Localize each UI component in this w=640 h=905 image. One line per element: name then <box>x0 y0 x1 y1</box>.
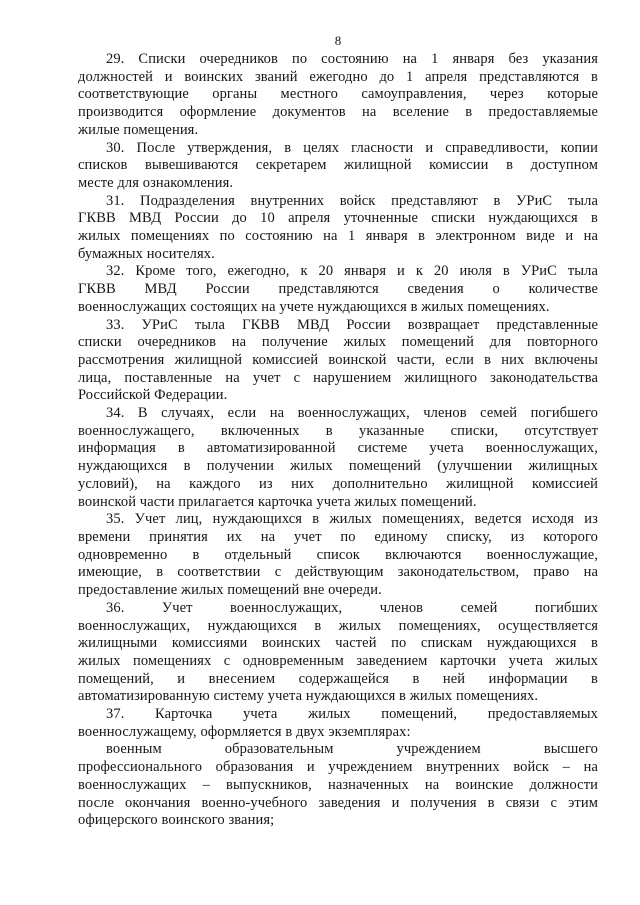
text-line: 31. Подразделения внутренних войск представляют в УРиС тыла <box>106 192 598 209</box>
text-line: 30. После утверждения, в целях гласности и справедливости, копии <box>106 139 598 156</box>
paragraph <box>78 263 598 316</box>
text-line: условий), на каждого из них дополнительно жилищной комиссией <box>78 475 598 492</box>
text-line: жилых помещениях по состоянию на 1 января в электронном виде и на <box>78 228 598 245</box>
paragraph <box>78 511 598 600</box>
text-line: информация в автоматизированной системе учета военнослужащих, <box>78 440 598 457</box>
text-line: Российской Федерации. <box>78 387 228 404</box>
text-line: лица, поставленные на учет с нарушением жилищного законодательства <box>78 369 598 386</box>
text-line: ГКВВ МВД России до 10 апреля уточненные списки нуждающихся в <box>78 210 598 227</box>
paragraph <box>78 706 598 741</box>
text-line: офицерского воинского звания; <box>78 812 275 829</box>
text-line: автоматизированную систему учета нуждающихся в жилых помещениях. <box>78 688 539 705</box>
text-line: рассмотрения жилищной комиссией воинской части, если в них включены <box>78 351 598 368</box>
paragraph <box>78 741 598 830</box>
text-line: 36. Учет военнослужащих, членов семей погибших <box>106 599 598 616</box>
text-line: месте для ознакомления. <box>78 174 234 191</box>
text-line: одновременно в отдельный список включаются военнослужащие, <box>78 546 598 563</box>
text-line: жилищными комиссиями воинских частей по спискам нуждающихся в <box>78 635 598 652</box>
text-line: бумажных носителях. <box>78 245 215 262</box>
text-line: ГКВВ МВД России представляются сведения о количестве <box>78 281 598 298</box>
text-line: военнослужащего, включенных в указанные списки, отсутствует <box>78 422 598 439</box>
page-number: 8 <box>334 33 342 48</box>
text-line: времени принятия их на учет по единому списку, из которого <box>78 528 598 545</box>
text-line: предоставление жилых помещений вне очереди. <box>78 582 382 599</box>
text-line: 37. Карточка учета жилых помещений, предоставляемых <box>106 706 598 723</box>
text-line: 33. УРиС тыла ГКВВ МВД России возвращает представленные <box>106 316 598 333</box>
paragraph <box>78 405 598 511</box>
text-line: 34. В случаях, если на военнослужащих, членов семей погибшего <box>106 405 598 422</box>
text-line: жилых помещениях с одновременным заведением карточки учета жилых <box>78 652 598 669</box>
text-line: нуждающихся в получении жилых помещений (улучшении жилищных <box>78 458 598 475</box>
paragraph <box>78 51 598 140</box>
text-line: 32. Кроме того, ежегодно, к 20 января и к 20 июля в УРиС тыла <box>106 263 598 280</box>
text-line: военнослужащему, оформляется в двух экземплярах: <box>78 723 411 740</box>
text-line: соответствующие органы местного самоуправления, через которые <box>78 86 598 103</box>
text-line: помещений, и внесением содержащейся в ней информации в <box>78 670 598 687</box>
document-body <box>78 51 598 830</box>
text-line: жилые помещения. <box>78 121 199 138</box>
text-line: списки очередников на получение жилых помещений для повторного <box>78 334 598 351</box>
text-line: военнослужащих состоящих на учете нуждающихся в жилых помещениях. <box>78 298 550 315</box>
text-line: имеющие, в соответствии с действующим законодательством, право на <box>78 564 598 581</box>
text-line: военнослужащих – выпускников, назначенных на воинские должности <box>78 776 598 793</box>
text-line: после окончания военно-учебного заведения и получения в связи с этим <box>78 794 598 811</box>
text-line: списков вывешиваются секретарем жилищной комиссии в доступном <box>78 157 598 174</box>
paragraph <box>78 193 598 264</box>
text-line: 29. Списки очередников по состоянию на 1 января без указания <box>106 51 598 67</box>
paragraph <box>78 317 598 406</box>
text-line: военным образовательным учреждением высшего <box>106 741 598 758</box>
text-line: воинской части прилагается карточка учета жилых помещений. <box>78 493 477 510</box>
paragraph <box>78 140 598 193</box>
text-line: профессионального образования и учреждением внутренних войск – на <box>78 759 598 776</box>
text-line: должностей и воинских званий ежегодно до 1 апреля представляются в <box>78 68 598 85</box>
text-line: 35. Учет лиц, нуждающихся в жилых помещениях, ведется исходя из <box>106 511 598 528</box>
text-line: производится оформление документов на вселение в предоставляемые <box>78 104 598 121</box>
text-line: военнослужащих, нуждающихся в жилых помещениях, осуществляется <box>78 617 598 634</box>
paragraph <box>78 600 598 706</box>
